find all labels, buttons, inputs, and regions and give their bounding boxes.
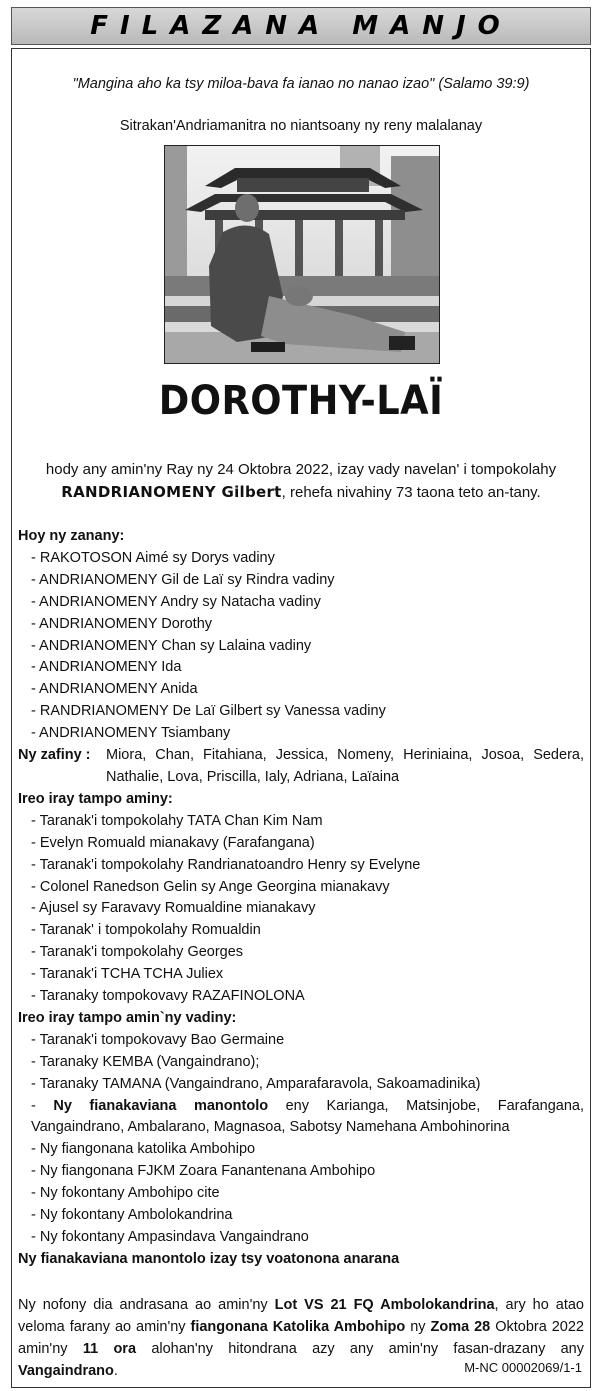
funeral-time: 11 ora: [82, 1341, 137, 1357]
portrait-photo-icon: [165, 146, 440, 364]
closing-text: alohan'ny hitondrana azy any amin'ny fasan-drazany any: [136, 1341, 584, 1357]
list-item: - Taranaky TAMANA (Vangaindrano, Amparafaravola, Sakoamadinika): [31, 1075, 481, 1092]
closing-text: , ary ho atao veloma farany ao amin'ny: [18, 1297, 584, 1335]
list-item: - Evelyn Romuald mianakavy (Farafangana): [31, 834, 315, 851]
family-listing: [18, 526, 584, 1271]
header-banner: [11, 7, 591, 45]
extended-family-label: Ny fianakaviana manontolo: [53, 1097, 269, 1114]
deceased-name: DOROTHY-LAÏ: [158, 378, 444, 424]
list-item: - Ny fokontany Ampasindava Vangaindrano: [31, 1229, 309, 1245]
list-item: - ANDRIANOMENY Anida: [31, 681, 198, 698]
spouse-name: RANDRIANOMENY Gilbert: [61, 483, 282, 501]
siblings-heading: Ireo iray tampo aminy:: [18, 790, 173, 807]
list-item: - Colonel Ranedson Gelin sy Ange Georgina mianakavy: [31, 878, 390, 895]
wake-location: Lot VS 21 FQ Ambolokandrina: [274, 1297, 495, 1313]
list-item: - ANDRIANOMENY Gil de Laï sy Rindra vadiny: [31, 571, 335, 588]
extended-family-places: eny Karianga, Matsinjobe, Farafangana, Vangaindrano, Ambalarano, Magnasoa, Sabotsy Namehana Ambohinorina: [31, 1097, 584, 1136]
list-item: - Ny fiangonana FJKM Zoara Fanantenana Ambohipo: [31, 1163, 376, 1180]
list-item: - ANDRIANOMENY Ida: [31, 659, 182, 676]
list-item: - Taranak'i tompokolahy Randrianatoandro Henry sy Evelyne: [31, 856, 421, 873]
bible-quote: "Mangina aho ka tsy miloa-bava fa ianao no nanao izao" (Salamo 39:9): [72, 76, 530, 92]
list-item: - Taranak'i TCHA TCHA Juliex: [31, 966, 224, 983]
list-item: - ANDRIANOMENY Tsiambany: [31, 725, 231, 742]
grandchildren-names: Miora, Chan, Fitahiana, Jessica, Nomeny, Heriniaina, Josoa, Sedera, Nathalie, Lova, Priscilla, Ialy, Adriana, Laïaina: [106, 747, 584, 785]
burial-place: Vangaindrano: [18, 1363, 114, 1379]
church-name: fiangonana Katolika Ambohipo: [190, 1319, 406, 1335]
list-item: - Taranaky tompokovavy RAZAFINOLONA: [31, 988, 305, 1005]
closing-text: Ny nofony dia andrasana ao amin'ny: [18, 1297, 275, 1313]
grandchildren-row: [18, 745, 584, 789]
spouse-siblings-heading: Ireo iray tampo amin`ny vadiny:: [18, 1009, 237, 1026]
portrait-photo: [164, 145, 440, 364]
reference-code: M-NC 00002069/1-1: [464, 1360, 582, 1375]
list-item: - Taranak'i tompokolahy Georges: [31, 944, 244, 961]
header-title: FILAZANA MANJO: [90, 11, 512, 41]
closing-text: .: [113, 1363, 118, 1379]
list-item: - Ny fokontany Ambolokandrina: [31, 1207, 233, 1224]
list-item: - Ajusel sy Faravavy Romualdine mianakavy: [31, 900, 316, 917]
list-item: - Taranak' i tompokolahy Romualdin: [31, 922, 261, 939]
list-item: - Taranak'i tompokovavy Bao Germaine: [31, 1031, 285, 1048]
grandchildren-label: Ny zafiny :: [18, 747, 91, 764]
closing-text: Oktobra 2022 amin'ny: [18, 1319, 584, 1357]
announcement-line1: hody any amin'ny Ray ny 24 Oktobra 2022, izay vady navelan' i tompokolahy: [45, 461, 557, 478]
list-item: - Taranaky KEMBA (Vangaindrano);: [31, 1053, 260, 1070]
list-item: - Taranak'i tompokolahy TATA Chan Kim Nam: [31, 812, 323, 829]
announcement: [11, 458, 591, 504]
closing-heading: Ny fianakaviana manontolo izay tsy voatonona anarana: [18, 1250, 400, 1267]
list-item: - ANDRIANOMENY Andry sy Natacha vadiny: [31, 593, 321, 610]
children-heading: Hoy ny zanany:: [18, 528, 125, 544]
list-item: - Ny fokontany Ambohipo cite: [31, 1185, 220, 1202]
list-item: - RANDRIANOMENY De Laï Gilbert sy Vanessa vadiny: [31, 703, 386, 720]
intro-line: Sitrakan'Andriamanitra no niantsoany ny reny malalanay: [119, 118, 483, 134]
closing-text: ny: [405, 1319, 431, 1335]
list-item: - Ny fiangonana katolika Ambohipo: [31, 1141, 256, 1158]
funeral-day: Zoma 28: [430, 1319, 491, 1335]
list-item: - ANDRIANOMENY Chan sy Lalaina vadiny: [31, 637, 312, 654]
announcement-line2: , rehefa nivahiny 73 taona teto an-tany.: [281, 484, 541, 501]
list-item: - RAKOTOSON Aimé sy Dorys vadiny: [31, 549, 275, 566]
extended-family-item: - Ny fianakaviana manontolo eny Karianga, Matsinjobe, Farafangana, Vangaindrano, Ambalarano, Magnasoa, Sabotsy Namehana Ambohinorina: [31, 1097, 584, 1136]
list-item: - ANDRIANOMENY Dorothy: [31, 615, 213, 632]
